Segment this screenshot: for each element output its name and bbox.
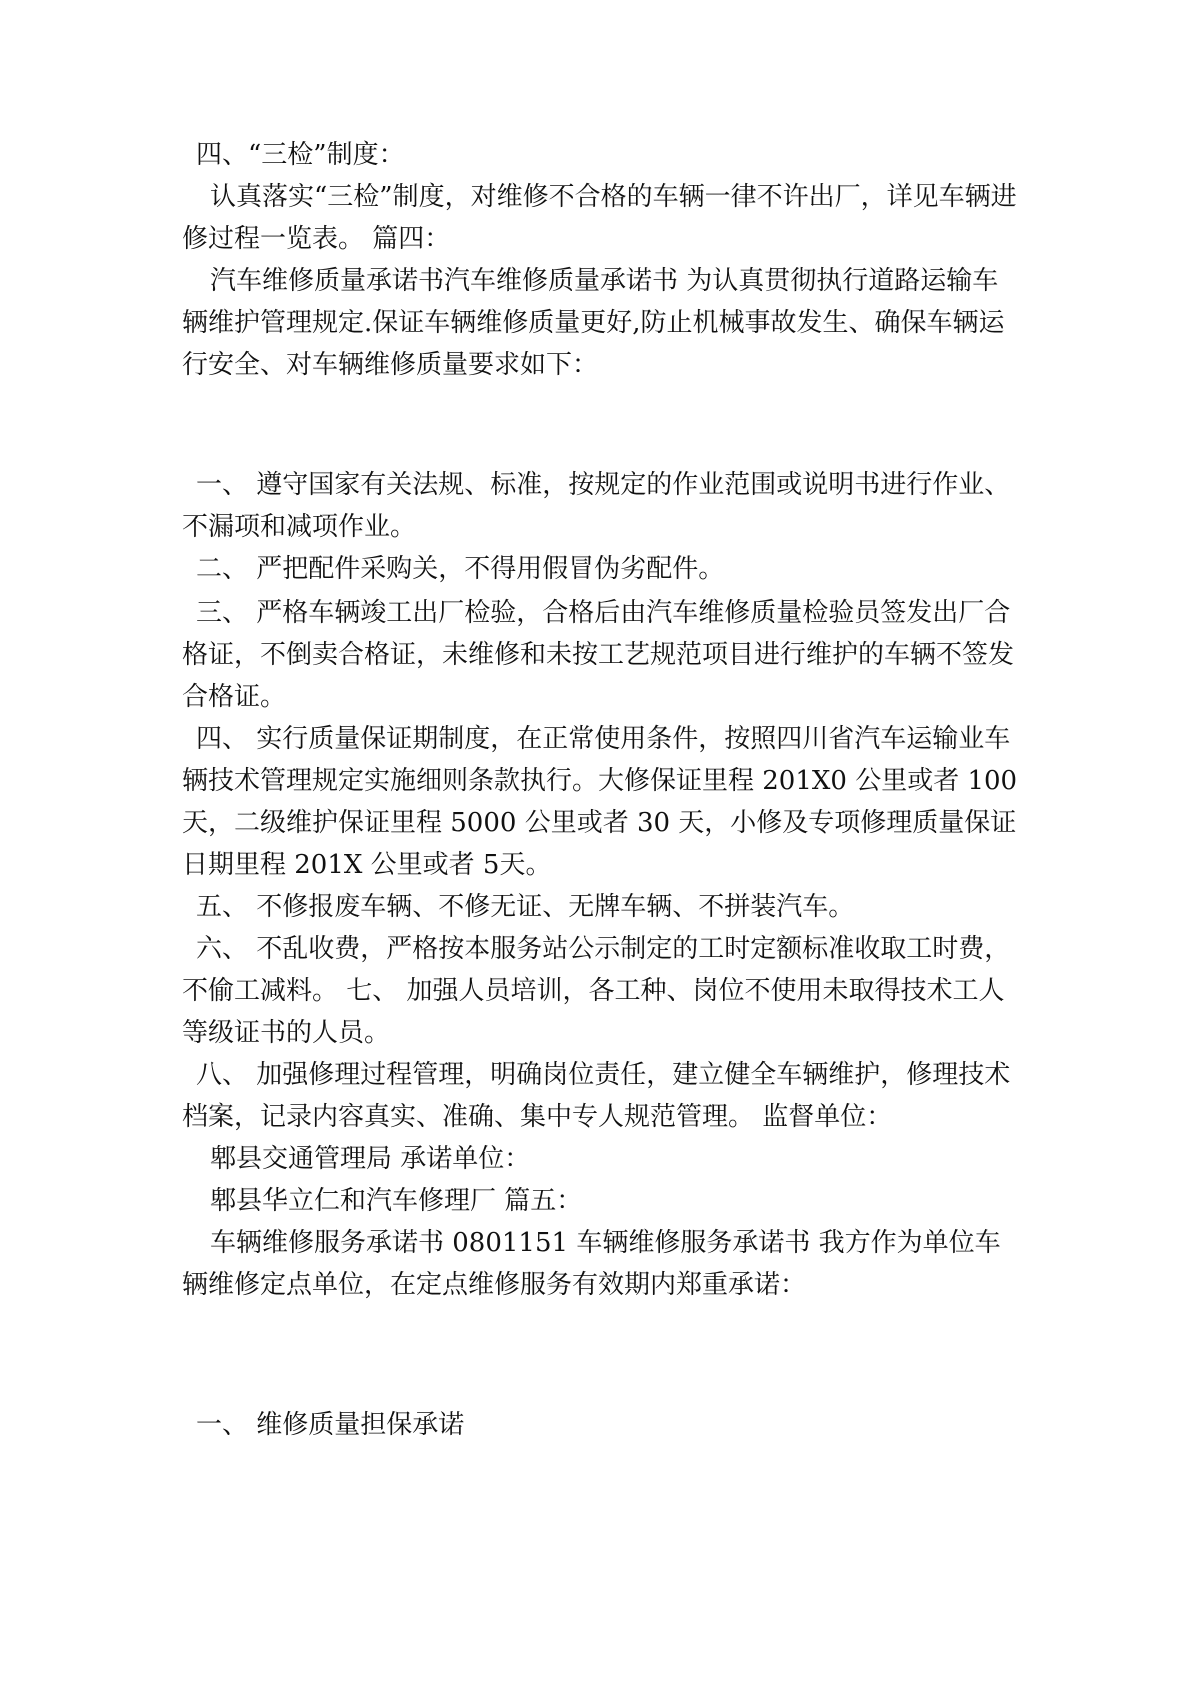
list-item-4: 四、 实行质量保证期制度，在正常使用条件，按照四川省汽车运输业车辆技术管理规定实施细则条款执行。大修保证里程 201X0 公里或者 100 天，二级维护保证里程 5000 公里或者 30 天，小修及专项修理质量保证日期里程 201X 公里或者 5天。 xyxy=(182,724,1018,880)
supervisor-line: 郫县交通管理局 承诺单位： xyxy=(210,1144,531,1174)
list-item-1: 一、 遵守国家有关法规、标准，按规定的作业范围或说明书进行作业、不漏项和减项作业。 xyxy=(182,470,1011,542)
section-heading-three-checks: 四、“三检”制度： xyxy=(196,140,405,170)
paragraph-service-commitment: 车辆维修服务承诺书 0801151 车辆维修服务承诺书 我方作为单位车辆维修定点单位，在定点维修服务有效期内郑重承诺： xyxy=(182,1228,1001,1300)
paragraph-quality-commitment-intro: 汽车维修质量承诺书汽车维修质量承诺书 为认真贯彻执行道路运输车辆维护管理规定.保证车辆维修质量更好,防止机械事故发生、确保车辆运行安全、对车辆维修质量要求如下： xyxy=(182,266,1005,380)
list-item-3: 三、 严格车辆竣工出厂检验，合格后由汽车维修质量检验员签发出厂合格证，不倒卖合格证，未维修和未按工艺规范项目进行维护的车辆不签发合格证。 xyxy=(182,598,1015,712)
promisor-line: 郫县华立仁和汽车修理厂 篇五： xyxy=(210,1186,583,1216)
list-item-6-7: 六、 不乱收费，严格按本服务站公示制定的工时定额标准收取工时费，不偷工减料。 七、 加强人员培训，各工种、岗位不使用未取得技术工人等级证书的人员。 xyxy=(182,934,1011,1048)
paragraph-three-checks: 认真落实“三检”制度，对维修不合格的车辆一律不许出厂，详见车辆进修过程一览表。 篇四： xyxy=(182,182,1017,254)
list-item-quality-guarantee: 一、 维修质量担保承诺 xyxy=(196,1410,465,1440)
list-item-8: 八、 加强修理过程管理，明确岗位责任，建立健全车辆维护，修理技术档案，记录内容真实、准确、集中专人规范管理。 监督单位： xyxy=(182,1060,1011,1132)
list-item-2: 二、 严把配件采购关，不得用假冒伪劣配件。 xyxy=(196,554,725,584)
list-item-5: 五、 不修报废车辆、不修无证、无牌车辆、不拼装汽车。 xyxy=(196,892,855,922)
